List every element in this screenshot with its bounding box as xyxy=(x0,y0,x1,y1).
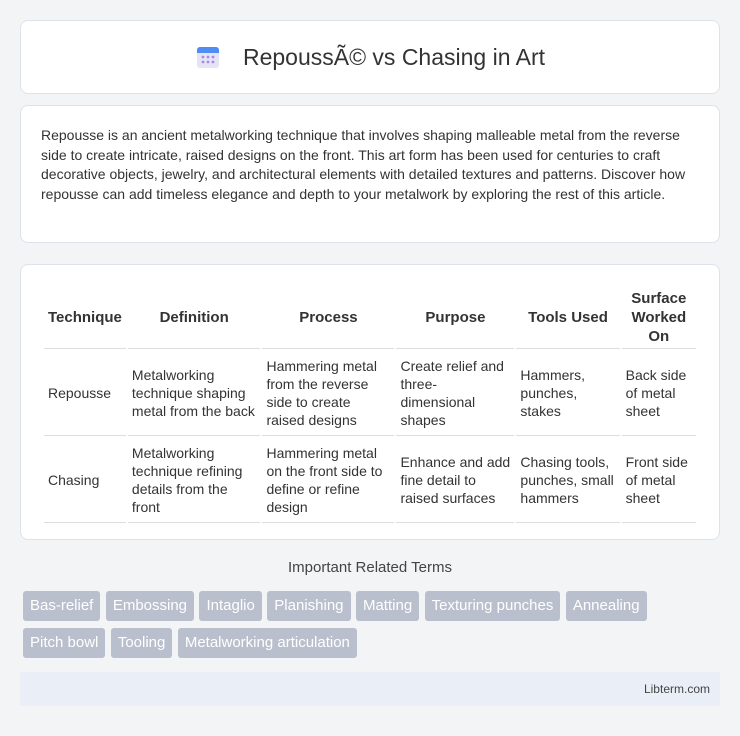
tag-pitch-bowl[interactable]: Pitch bowl xyxy=(23,628,105,658)
intro-text: Repousse is an ancient metalworking technique that involves shaping malleable metal from the reverse side to create intricate, raised designs on the front. This art form has been used for centuries to craft decorative objects, jewelry, and architectural elements with detailed textures and patterns. Discover how repousse can add timeless elegance and depth to your metalwork by exploring the rest of this article. xyxy=(41,127,686,202)
related-terms-list xyxy=(23,591,723,665)
cell-definition: Metalworking technique shaping metal from the back xyxy=(128,351,261,436)
cell-tools: Chasing tools, punches, small hammers xyxy=(516,438,619,523)
table-header-row xyxy=(44,287,696,349)
tag-tooling[interactable]: Tooling xyxy=(111,628,173,658)
title-card xyxy=(20,20,720,94)
cell-process: Hammering metal from the reverse side to create raised designs xyxy=(262,351,394,436)
cell-surface: Back side of metal sheet xyxy=(622,351,696,436)
header-definition: Definition xyxy=(128,287,261,349)
cell-purpose: Enhance and add fine detail to raised surfaces xyxy=(396,438,514,523)
header-tools: Tools Used xyxy=(516,287,619,349)
cell-process: Hammering metal on the front side to define or refine design xyxy=(262,438,394,523)
tag-texturing-punches[interactable]: Texturing punches xyxy=(425,591,561,621)
footer-brand[interactable]: Libterm.com xyxy=(643,682,710,696)
header-process: Process xyxy=(262,287,394,349)
comparison-table-card xyxy=(20,264,720,540)
comparison-table xyxy=(42,285,698,525)
cell-surface: Front side of metal sheet xyxy=(622,438,696,523)
tag-embossing[interactable]: Embossing xyxy=(106,591,194,621)
footer xyxy=(20,672,720,706)
related-terms-title: Important Related Terms xyxy=(288,559,452,576)
cell-technique: Chasing xyxy=(44,438,126,523)
tag-annealing[interactable]: Annealing xyxy=(566,591,647,621)
cell-technique: Repousse xyxy=(44,351,126,436)
cell-tools: Hammers, punches, stakes xyxy=(516,351,619,436)
header-surface: Surface Worked On xyxy=(622,287,696,349)
tag-metalworking-articulation[interactable]: Metalworking articulation xyxy=(178,628,357,658)
tag-intaglio[interactable]: Intaglio xyxy=(199,591,261,621)
header-technique: Technique xyxy=(44,287,126,349)
header-purpose: Purpose xyxy=(396,287,514,349)
table-row xyxy=(44,351,696,436)
page-title: RepoussÃ© vs Chasing in Art xyxy=(242,43,546,70)
calendar-icon xyxy=(195,44,221,70)
tag-bas-relief[interactable]: Bas-relief xyxy=(23,591,100,621)
intro-card xyxy=(20,105,720,243)
tag-planishing[interactable]: Planishing xyxy=(267,591,350,621)
tag-matting[interactable]: Matting xyxy=(356,591,419,621)
table-row xyxy=(44,438,696,523)
cell-purpose: Create relief and three-dimensional shapes xyxy=(396,351,514,436)
cell-definition: Metalworking technique refining details from the front xyxy=(128,438,261,523)
